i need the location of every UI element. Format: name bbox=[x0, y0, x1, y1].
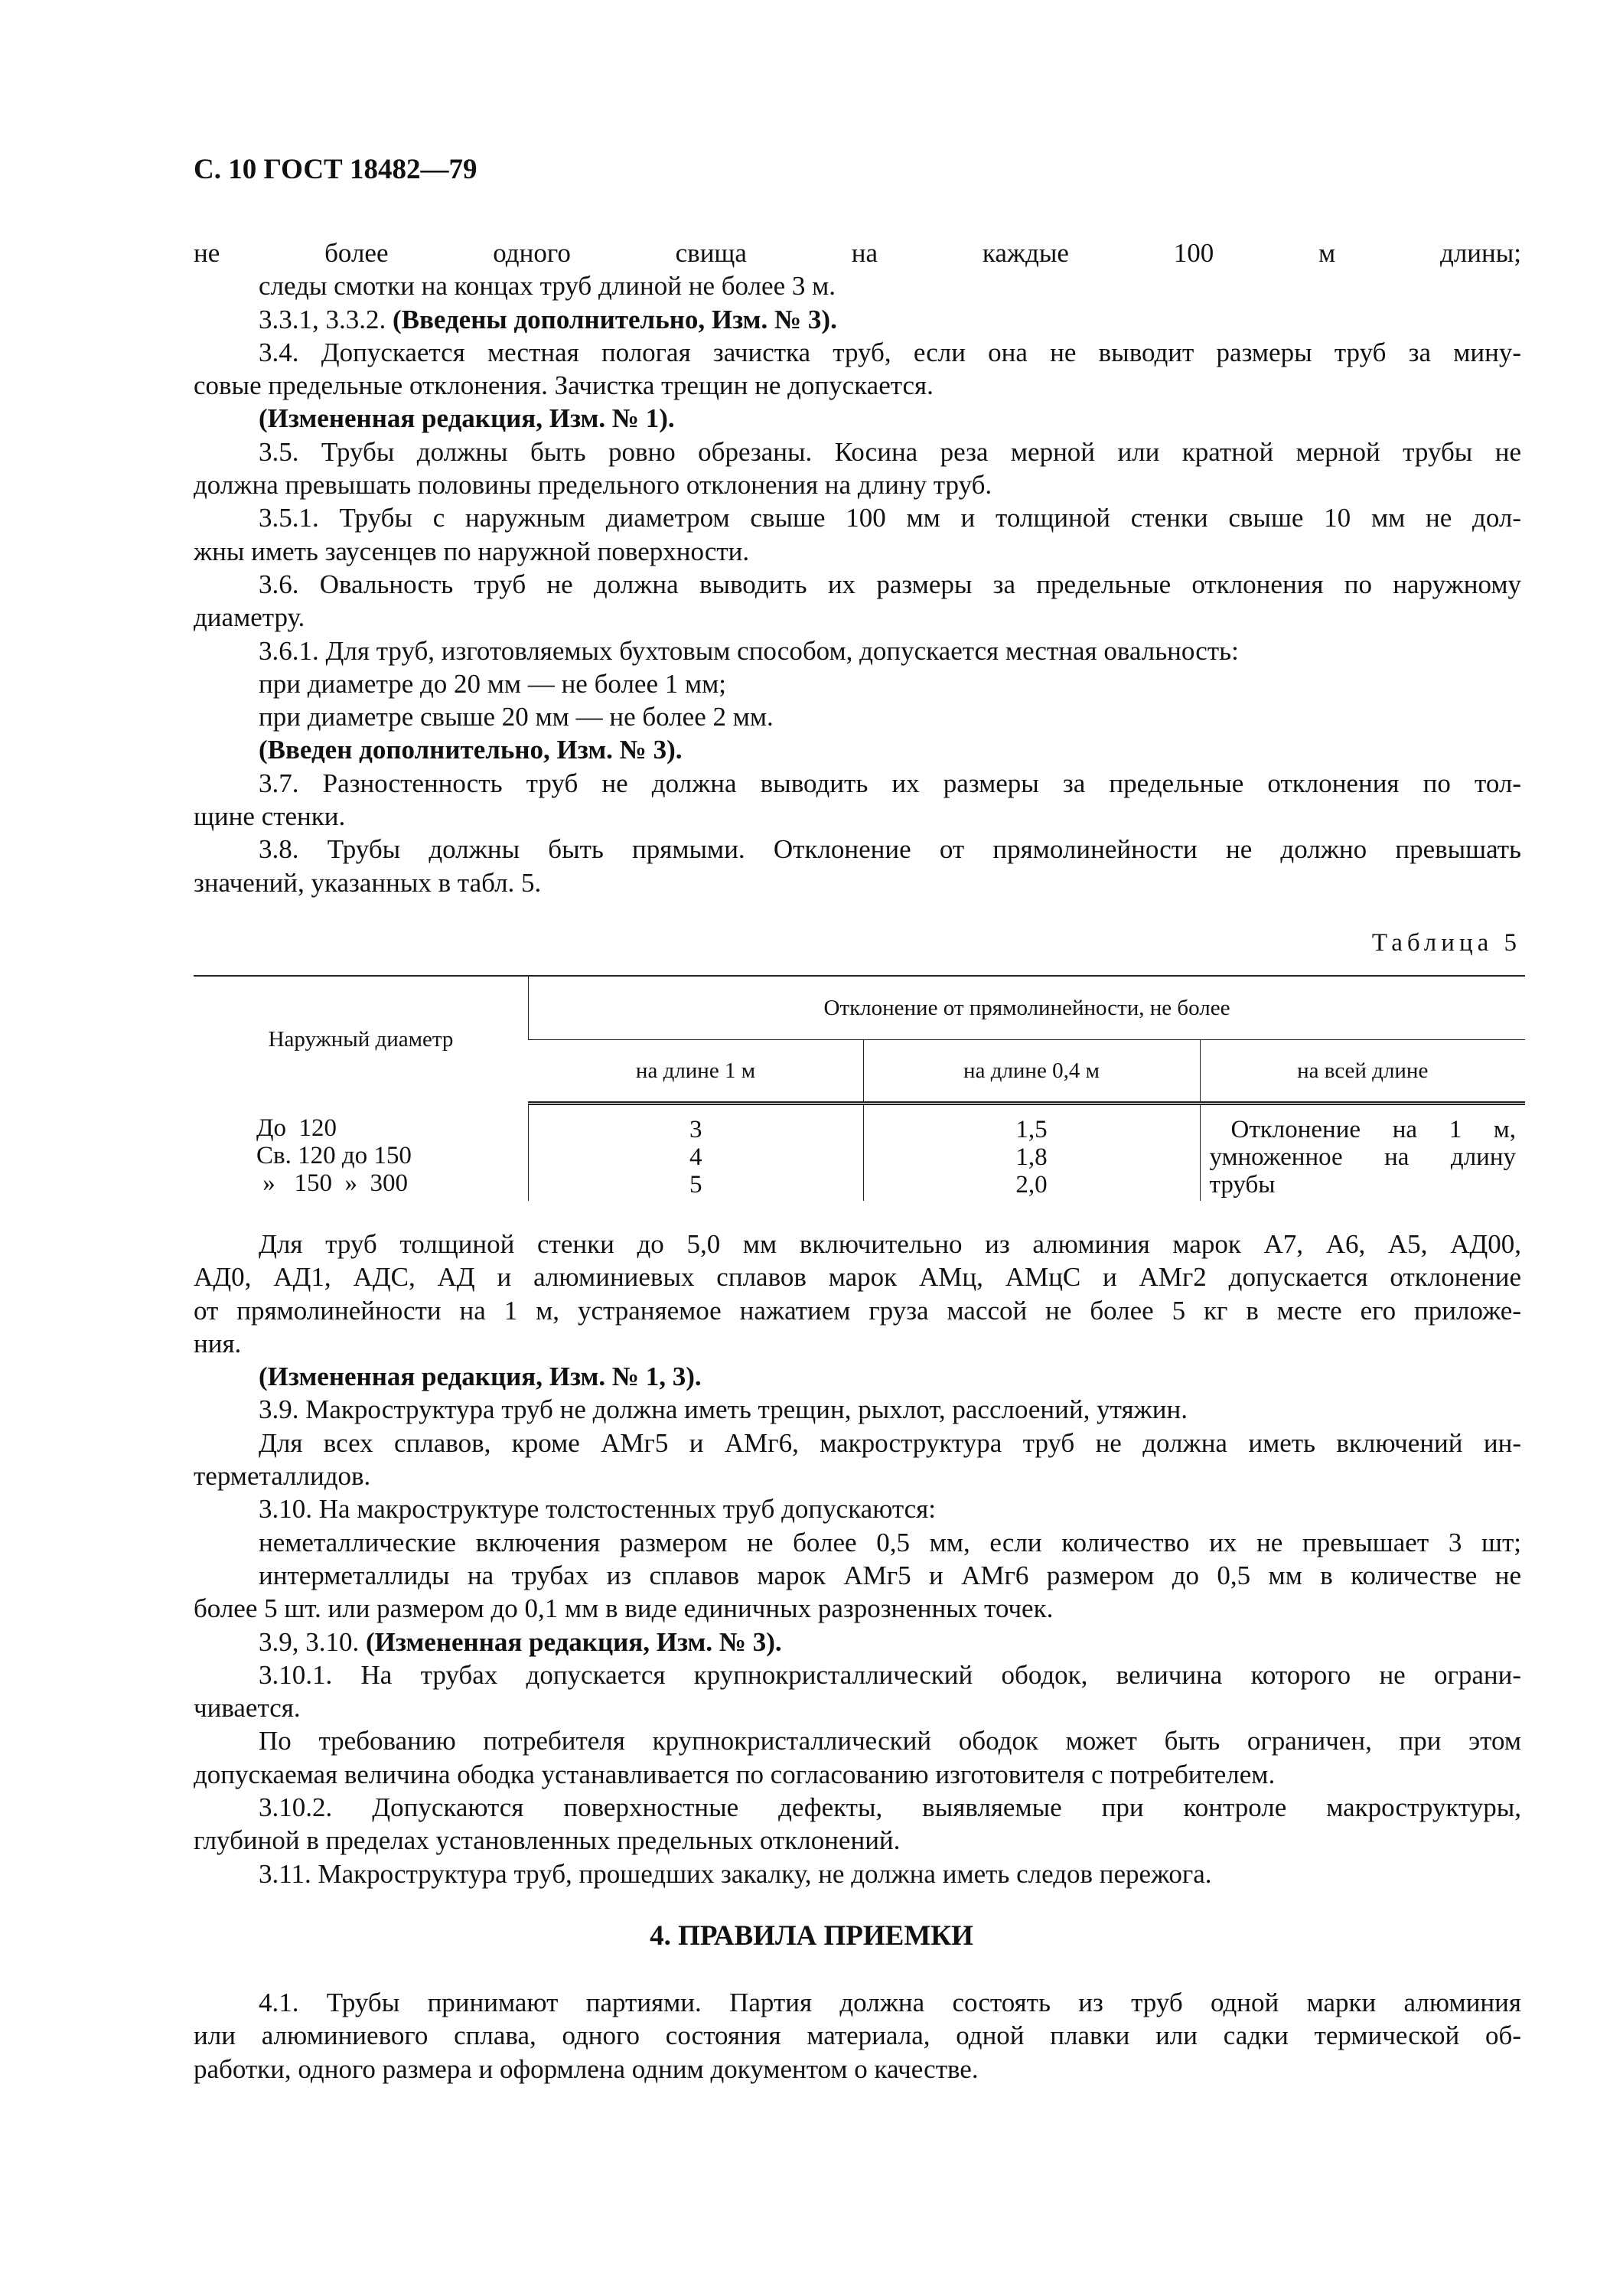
amendment-note: (Измененная редакция, Изм. № 3). bbox=[366, 1626, 782, 1657]
line-text: глубиной в пределах установленных предельных отклонений. bbox=[194, 1825, 901, 1856]
col-header-full: на всей длине bbox=[1200, 1040, 1525, 1104]
text-block-section-4 bbox=[194, 1986, 1521, 2086]
text-line bbox=[194, 1824, 1521, 1857]
text-line bbox=[194, 269, 1521, 302]
line-text: щине стенки. bbox=[194, 801, 346, 832]
line-text: допускаемая величина ободка устанавливается по согласованию изготовителя с потребителем. bbox=[194, 1759, 1276, 1789]
text-line bbox=[194, 1691, 1521, 1724]
page-header: С. 10 ГОСТ 18482—79 bbox=[194, 154, 477, 185]
line-text: совые предельные отклонения. Зачистка трещин не допускается. bbox=[194, 370, 934, 401]
text-line bbox=[194, 601, 1521, 634]
text-line bbox=[194, 1791, 1521, 1824]
cell-1m bbox=[529, 1104, 864, 1202]
line-text: терметаллидов. bbox=[194, 1461, 371, 1492]
value-04m-2: 1,8 bbox=[1015, 1143, 1048, 1171]
line-text: интерметаллиды на трубах из сплавов марок АМг5 и АМг6 размером до 0,5 мм в количестве не bbox=[259, 1560, 1521, 1590]
text-line bbox=[194, 1559, 1521, 1592]
line-text: 3.10. На макроструктуре толстостенных труб допускаются: bbox=[259, 1494, 936, 1525]
line-text: 3.5. Трубы должны быть ровно обрезаны. Косина реза мерной или кратной мерной трубы не bbox=[259, 436, 1521, 467]
text-line bbox=[194, 1857, 1521, 1890]
line-text: 3.5.1. Трубы с наружным диаметром свыше 100 мм и толщиной стенки свыше 10 мм не дол- bbox=[259, 503, 1521, 533]
cell-04m bbox=[863, 1104, 1200, 1202]
line-text: должна превышать половины предельного отклонения на длину труб. bbox=[194, 470, 992, 501]
line-text: 3.11. Макроструктура труб, прошедших закалку, не должна иметь следов пережога. bbox=[259, 1858, 1212, 1889]
text-line bbox=[194, 2053, 1521, 2086]
line-text: от прямолинейности на 1 м, устраняемое нажатием груза массой не более 5 кг в месте его приложе- bbox=[194, 1295, 1521, 1326]
text-line bbox=[194, 535, 1521, 568]
line-text: По требованию потребителя крупнокристаллический ободок может быть ограничен, при этом bbox=[259, 1726, 1521, 1756]
text-line bbox=[194, 800, 1521, 833]
col-header-group: Отклонение от прямолинейности, не более bbox=[529, 976, 1526, 1040]
line-text: жны иметь заусенцев по наружной поверхности. bbox=[194, 536, 750, 566]
diameter-1: До 120 bbox=[256, 1114, 337, 1142]
text-line bbox=[194, 1459, 1521, 1492]
line-text: 3.4. Допускается местная пологая зачистка труб, если она не выводит размеры труб за мину- bbox=[259, 337, 1521, 367]
text-line bbox=[194, 1658, 1521, 1691]
text-line bbox=[194, 866, 1521, 899]
value-1m-3: 5 bbox=[689, 1171, 702, 1199]
text-line bbox=[194, 1526, 1521, 1559]
text-line bbox=[194, 700, 1521, 733]
line-text: ния. bbox=[194, 1328, 242, 1358]
line-text: или алюминиевого сплава, одного состояния материала, одной плавки или садки термической об- bbox=[194, 2020, 1521, 2051]
line-text: неметаллические включения размером не более 0,5 мм, если количество их не превышает 3 шт; bbox=[259, 1527, 1521, 1557]
line-text: 3.6.1. Для труб, изготовляемых бухтовым способом, допускается местная овальность: bbox=[259, 635, 1239, 666]
text-line bbox=[194, 1261, 1521, 1293]
amendment-note: (Измененная редакция, Изм. № 1). bbox=[259, 403, 675, 434]
text-line bbox=[194, 1492, 1521, 1525]
diameter-2: Св. 120 до 150 bbox=[256, 1141, 412, 1169]
text-line bbox=[194, 1327, 1521, 1360]
line-text: 3.6. Овальность труб не должна выводить их размеры за предельные отклонения по наружному bbox=[259, 569, 1521, 599]
text-line bbox=[194, 667, 1521, 700]
text-block-section-3 bbox=[194, 236, 1521, 899]
text-line bbox=[194, 1758, 1521, 1791]
table-5 bbox=[194, 975, 1525, 1201]
amendment-note: (Введен дополнительно, Изм. № 3). bbox=[259, 735, 683, 765]
text-line bbox=[194, 568, 1521, 601]
line-text: значений, указанных в табл. 5. bbox=[194, 867, 542, 898]
value-1m-2: 4 bbox=[689, 1143, 702, 1171]
line-text: работки, одного размера и оформлена одним документом о качестве. bbox=[194, 2053, 979, 2084]
text-line bbox=[194, 468, 1521, 501]
line-text: 3.10.2. Допускаются поверхностные дефекты, выявляемые при контроле макроструктуры, bbox=[259, 1792, 1521, 1823]
line-text: 3.8. Трубы должны быть прямыми. Отклонение от прямолинейности не должно превышать bbox=[259, 834, 1521, 865]
text-line bbox=[194, 1626, 1521, 1658]
line-text: 3.9, 3.10. bbox=[259, 1626, 366, 1657]
value-1m-1: 3 bbox=[689, 1116, 702, 1143]
table-row bbox=[194, 1104, 1525, 1202]
text-line bbox=[194, 1360, 1521, 1393]
value-04m-3: 2,0 bbox=[1015, 1171, 1048, 1199]
line-text: при диаметре до 20 мм — не более 1 мм; bbox=[259, 668, 726, 699]
text-line bbox=[194, 1986, 1521, 2019]
line-text: диаметру. bbox=[194, 602, 305, 633]
line-text: 3.10.1. На трубах допускается крупнокристаллический ободок, величина которого не ограни- bbox=[259, 1659, 1521, 1690]
section-heading: 4. ПРАВИЛА ПРИЕМКИ bbox=[650, 1920, 973, 1952]
amendment-note: (Измененная редакция, Изм. № 1, 3). bbox=[259, 1362, 702, 1392]
cell-diameters bbox=[194, 1104, 529, 1202]
cell-full-length: Отклонение на 1 м, умноженное на длину трубы bbox=[1200, 1104, 1525, 1202]
line-text: более 5 шт. или размером до 0,1 мм в виде единичных разрозненных точек. bbox=[194, 1593, 1054, 1624]
text-line bbox=[194, 369, 1521, 402]
line-text: при диаметре свыше 20 мм — не более 2 мм. bbox=[259, 702, 774, 732]
line-text: 3.9. Макроструктура труб не должна иметь трещин, рыхлот, расслоений, утяжин. bbox=[259, 1394, 1188, 1425]
text-line bbox=[194, 1592, 1521, 1625]
col-header-diameter: Наружный диаметр bbox=[194, 976, 529, 1104]
col-header-04m: на длине 0,4 м bbox=[863, 1040, 1200, 1104]
text-line bbox=[194, 833, 1521, 866]
text-line bbox=[194, 1393, 1521, 1426]
line-text: 4.1. Трубы принимают партиями. Партия должна состоять из труб одной марки алюминия bbox=[259, 1988, 1521, 2017]
line-text: АД0, АД1, АДС, АД и алюминиевых сплавов марок АМц, АМцС и АМг2 допускается отклонение bbox=[194, 1262, 1521, 1293]
diameter-3: » 150 » 300 bbox=[256, 1169, 408, 1197]
table-caption: Таблица 5 bbox=[1371, 929, 1521, 957]
line-text: не более одного свища на каждые 100 м длины; bbox=[194, 238, 1521, 268]
text-line bbox=[194, 1427, 1521, 1459]
text-line bbox=[194, 435, 1521, 468]
text-line bbox=[194, 336, 1521, 369]
amendment-note: (Введены дополнительно, Изм. № 3). bbox=[393, 304, 837, 334]
line-text: чивается. bbox=[194, 1693, 301, 1724]
line-text: 3.3.1, 3.3.2. bbox=[259, 304, 393, 334]
text-line bbox=[194, 733, 1521, 766]
text-block-after-table bbox=[194, 1228, 1521, 1890]
value-04m-1: 1,5 bbox=[1015, 1116, 1048, 1143]
text-line bbox=[194, 634, 1521, 667]
line-text: Для труб толщиной стенки до 5,0 мм включительно из алюминия марок А7, А6, А5, АД00, bbox=[259, 1229, 1521, 1259]
text-line bbox=[194, 1294, 1521, 1327]
text-line bbox=[194, 402, 1521, 435]
line-text: Для всех сплавов, кроме АМг5 и АМг6, макроструктура труб не должна иметь включений ин- bbox=[259, 1427, 1521, 1458]
col-header-1m: на длине 1 м bbox=[529, 1040, 864, 1104]
text-line bbox=[194, 1724, 1521, 1757]
line-text: следы смотки на концах труб длиной не более 3 м. bbox=[259, 271, 836, 302]
line-text: 3.7. Разностенность труб не должна выводить их размеры за предельные отклонения по тол- bbox=[259, 768, 1521, 798]
text-line bbox=[194, 236, 1521, 269]
text-line bbox=[194, 1228, 1521, 1261]
text-line bbox=[194, 501, 1521, 534]
text-line bbox=[194, 2019, 1521, 2052]
text-line bbox=[194, 767, 1521, 800]
text-line bbox=[194, 303, 1521, 336]
